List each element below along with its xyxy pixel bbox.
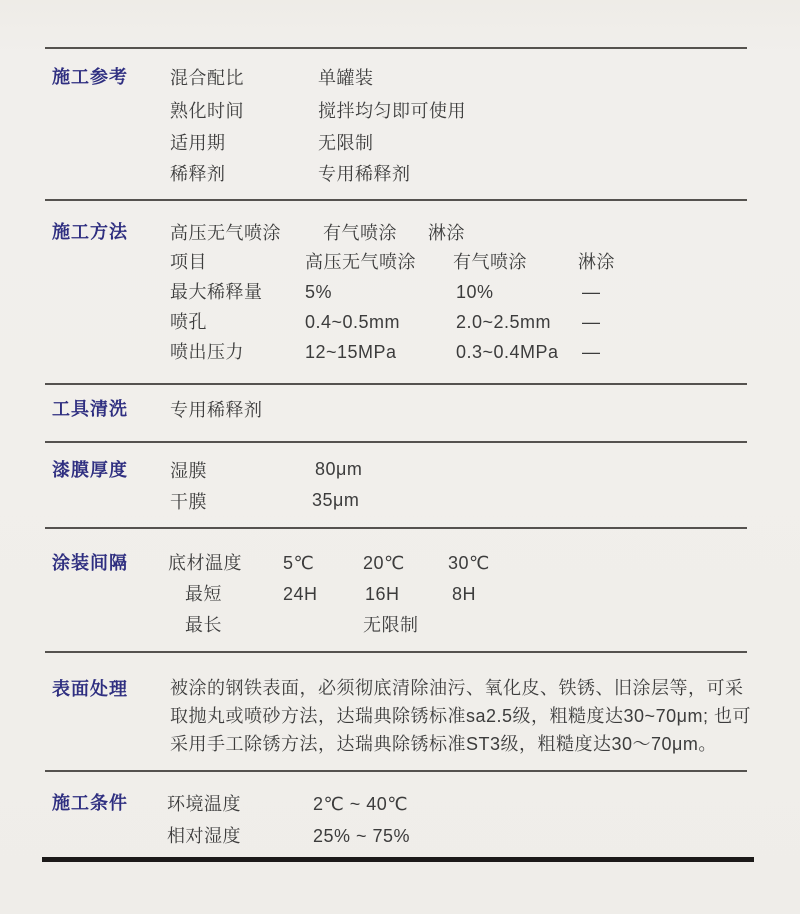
method-option: 淋涂 xyxy=(428,223,465,243)
surface-treatment-paragraph: 被涂的钢铁表面，必须彻底清除油污、氧化皮、铁锈、旧涂层等，可采取抛丸或喷砂方法，达瑞典除锈标准sa2.5级，粗糙度达30~70μm; 也可采用手工除锈方法，达瑞典除锈标准ST3级，粗糙度达30～70μm。 xyxy=(170,678,751,754)
row-label: 适用期 xyxy=(170,133,226,153)
table-cell: — xyxy=(582,282,601,302)
divider xyxy=(45,441,747,443)
table-cell: 5℃ xyxy=(283,553,315,573)
table-cell: 5% xyxy=(305,282,333,302)
table-cell: 0.3~0.4MPa xyxy=(456,342,559,362)
row-label: 熟化时间 xyxy=(170,101,244,121)
divider xyxy=(45,199,747,201)
table-cell: 30℃ xyxy=(448,553,490,573)
row-label: 最短 xyxy=(185,584,222,604)
row-value: 搅拌均匀即可使用 xyxy=(318,101,466,121)
row-value: 专用稀释剂 xyxy=(318,164,411,184)
section-title-application-conditions: 施工条件 xyxy=(52,793,128,813)
row-value: 80μm xyxy=(315,459,363,479)
table-header-cell: 高压无气喷涂 xyxy=(305,252,416,272)
table-header-cell: 项目 xyxy=(170,252,207,272)
section-title-film-thickness: 漆膜厚度 xyxy=(52,460,128,480)
section-title-construction-reference: 施工参考 xyxy=(52,67,128,87)
table-cell: 2.0~2.5mm xyxy=(456,312,552,332)
table-cell: — xyxy=(582,342,601,362)
divider xyxy=(45,47,747,49)
table-cell: 10% xyxy=(456,282,494,302)
row-label: 最长 xyxy=(185,615,222,635)
row-value: 单罐装 xyxy=(318,68,374,88)
table-cell: 24H xyxy=(283,584,318,604)
method-option: 有气喷涂 xyxy=(323,223,397,243)
row-value: 无限制 xyxy=(318,133,374,153)
method-option: 高压无气喷涂 xyxy=(170,223,281,243)
table-cell: — xyxy=(582,312,601,332)
section-title-application-method: 施工方法 xyxy=(52,222,128,242)
divider xyxy=(45,651,747,653)
section-title-surface-treatment: 表面处理 xyxy=(52,679,128,699)
row-value: 2℃ ~ 40℃ xyxy=(313,794,408,814)
row-value: 35μm xyxy=(312,490,360,510)
row-value: 25% ~ 75% xyxy=(313,826,411,846)
table-cell: 无限制 xyxy=(363,615,419,635)
row-label: 稀释剂 xyxy=(170,164,226,184)
table-cell: 20℃ xyxy=(363,553,405,573)
table-cell: 0.4~0.5mm xyxy=(305,312,401,332)
row-label: 混合配比 xyxy=(170,68,244,88)
table-cell: 16H xyxy=(365,584,400,604)
divider xyxy=(45,383,747,385)
row-label: 环境温度 xyxy=(167,794,241,814)
row-label: 湿膜 xyxy=(170,461,207,481)
table-cell: 喷出压力 xyxy=(170,342,244,362)
row-label: 干膜 xyxy=(170,492,207,512)
table-header-cell: 淋涂 xyxy=(578,252,615,272)
table-cell: 8H xyxy=(452,584,477,604)
divider xyxy=(45,527,747,529)
row-value: 专用稀释剂 xyxy=(170,400,263,420)
row-label: 相对湿度 xyxy=(167,826,241,846)
section-title-coating-interval: 涂装间隔 xyxy=(52,553,128,573)
table-cell: 喷孔 xyxy=(170,312,207,332)
divider-bold xyxy=(42,857,754,862)
table-cell: 最大稀释量 xyxy=(170,282,263,302)
table-cell: 12~15MPa xyxy=(305,342,397,362)
section-title-tool-cleaning: 工具清洗 xyxy=(52,399,128,419)
row-label: 底材温度 xyxy=(168,553,242,573)
table-header-cell: 有气喷涂 xyxy=(453,252,527,272)
divider xyxy=(45,770,747,772)
